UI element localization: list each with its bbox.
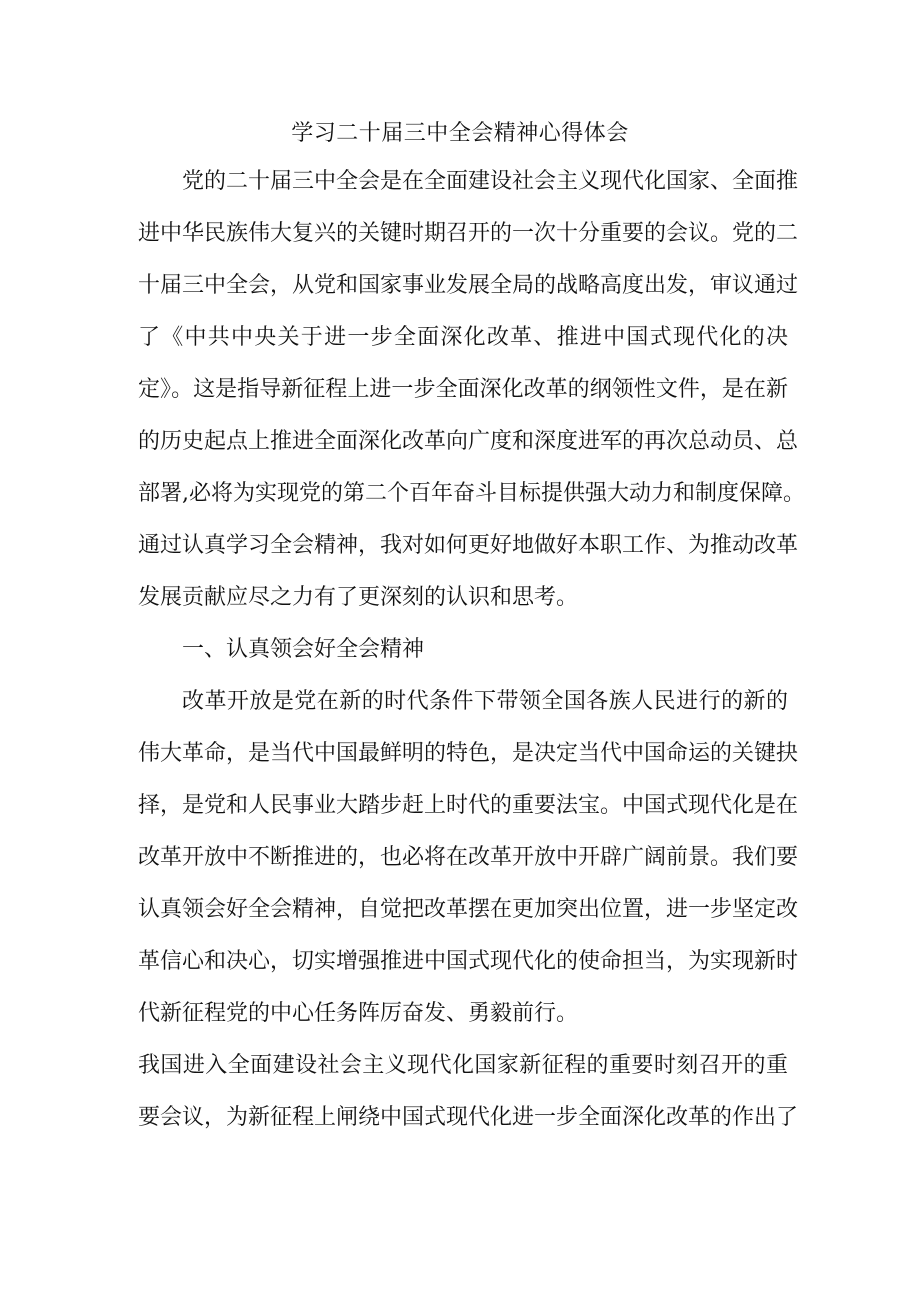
intro-line: 进中华民族伟大复兴的关键时期召开的一次十分重要的会议。党的二 xyxy=(138,221,799,246)
intro-line: 部署,必将为实现党的第二个百年奋斗目标提供强大动力和制度保障。 xyxy=(138,481,805,506)
intro-line: 通过认真学习全会精神，我对如何更好地做好本职工作、为推动改革 xyxy=(138,533,799,558)
document-title: 学习二十届三中全会精神心得体会 xyxy=(291,121,629,146)
closing-line: 要会议，为新征程上闸绕中国式现代化进一步全面深化改革的作出了 xyxy=(138,1105,799,1130)
intro-line: 了《中共中央关于进一步全面深化改革、推进中国式现代化的决 xyxy=(138,325,788,350)
closing-line: 我国进入全面建设社会主义现代化国家新征程的重要时刻召开的重 xyxy=(138,1053,788,1078)
intro-line: 十届三中全会，从党和国家事业发展全局的战略高度出发，审议通过 xyxy=(138,273,799,298)
section1-line: 择，是党和人民事业大踏步赶上时代的重要法宝。中国式现代化是在 xyxy=(138,793,799,818)
section1-line: 认真领会好全会精神，自觉把改革摆在更加突出位置，进一步坚定改 xyxy=(138,897,799,922)
intro-line: 的历史起点上推进全面深化改革向广度和深度进军的再次总动员、总 xyxy=(138,429,799,454)
section1-line: 革信心和决心，切实增强推进中国式现代化的使命担当，为实现新时 xyxy=(138,949,799,974)
section1-line: 代新征程党的中心任务阵厉奋发、勇毅前行。 xyxy=(138,1001,579,1026)
intro-line: 党的二十届三中全会是在全面建设社会主义现代化国家、全面推 xyxy=(182,169,799,194)
section1-line: 改革开放是党在新的时代条件下带领全国各族人民进行的新的 xyxy=(182,689,788,714)
section1-line: 改革开放中不断推进的，也必将在改革开放中开辟广阔前景。我们要 xyxy=(138,845,799,870)
section-heading: 一、认真领会好全会精神 xyxy=(182,637,425,662)
section1-line: 伟大革命，是当代中国最鲜明的特色，是决定当代中国命运的关键抉 xyxy=(138,741,799,766)
intro-line: 定》。这是指导新征程上进一步全面深化改革的纲领性文件，是在新 xyxy=(138,377,788,402)
intro-line: 发展贡献应尽之力有了更深刻的认识和思考。 xyxy=(138,585,579,610)
